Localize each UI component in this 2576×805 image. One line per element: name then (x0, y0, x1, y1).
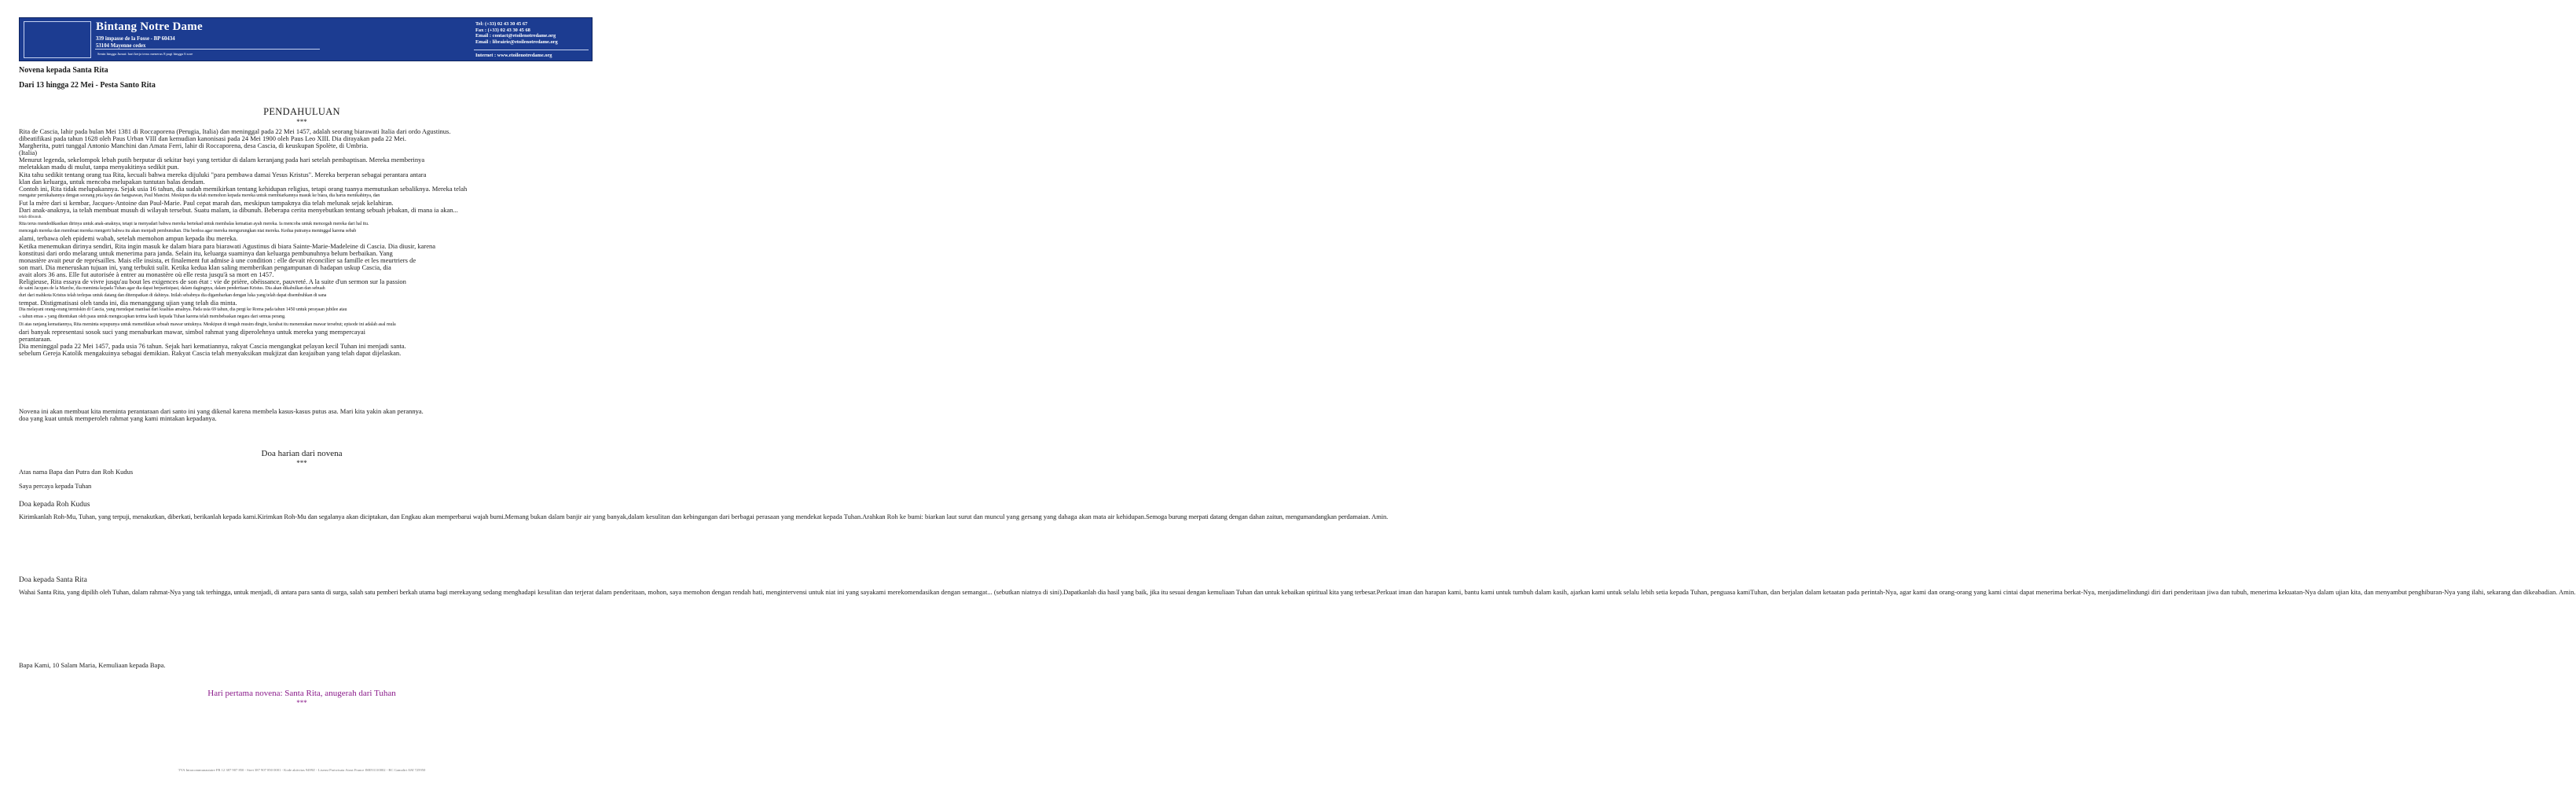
novena-note-line: Novena ini akan membuat kita meminta perantaraan dari santo ini yang dikenal karena membela kasus-kasus putus asa. Mari kita yakin akan perannya. (19, 407, 424, 415)
rita-line: kami merekomendasikan dengan semangat... (sebutkan niatnya di sini). (872, 588, 1064, 596)
brand-block (96, 20, 355, 50)
intro-heading: PENDAHULUAN (263, 106, 340, 117)
intro-line: Ketika menemukan dirinya sendiri, Rita ingin masuk ke dalam biara para biarawati Agustinus di biara Sainte-Marie-Madeleine di Cascia. Dia diusir, karena (19, 241, 436, 250)
saint-rita-body (19, 584, 2576, 598)
intro-line: Rita terus mendedikasikan dirinya untuk anak-anaknya, tetapi ia menyadari bahwa mereka bertekad untuk membalas kematian ayah mereka. Ia mencoba untuk mencegah mereka dari hal itu. (19, 222, 369, 227)
spirit-line: Kirimkan Roh-Mu dan segalanya akan diciptakan, dan Engkau akan memperbarui wajah bumi. (257, 513, 505, 520)
sign-of-cross (19, 469, 585, 476)
intro-line: Di atas ranjang kematiannya, Rita meminta sepupunya untuk memetikkan sebuah mawar untuknya. Meskipun di tengah musim dingin, kerabat itu menemukan mawar tersebut; episode ini adalah asal mula (19, 322, 396, 327)
contact-block (475, 21, 589, 45)
sign-of-cross-text: Atas nama Bapa dan Putra dan Roh Kudus (19, 468, 134, 476)
intro-line: perantaraan. (19, 334, 52, 343)
holy-spirit-body (19, 509, 1389, 523)
creed-text: Saya percaya kepada Tuhan (19, 482, 92, 490)
email-library-link[interactable]: Email : librairie@etoilenotredame.org (475, 39, 558, 45)
intro-line: klan dan keluarga, untuk mencoba melupakan tuntutan balas dendam. (19, 177, 205, 186)
brand-name: Bintang Notre Dame (96, 20, 203, 33)
intro-line: Fut la mère dari si kembar, Jacques-Antoine dan Paul-Marie. Paul cepat marah dan, meskipun tampaknya dia telah melunak sejak kelahiran. (19, 198, 394, 207)
intro-line: avait alors 36 ans. Elle fut autorisée à entrer au monastère où elle resta jusqu'à sa mort en 1457. (19, 270, 274, 278)
daily-heading-block (0, 446, 604, 466)
intro-stars: *** (296, 118, 307, 126)
intro-line: Dari anak-anaknya, ia telah membuat musuh di wilayah tersebut. Suatu malam, ia dibunuh. Beberapa cerita menyebutkan tentang sebuah jebakan, di mana ia akan... (19, 206, 458, 215)
intro-line: Menurut legenda, sekelompok lebah putih berputar di sekitar bayi yang tertidur di dalam keranjang pada hari setelah pembaptisan. Mereka memberinya (19, 156, 425, 164)
intro-line: monastère avait peur de représailles. Mais elle insista, et finalement fut admise à une condition : elle devait réconcilier sa famille et les meurtriers de (19, 255, 416, 264)
header-divider (95, 49, 320, 50)
day-one-heading-block (0, 686, 604, 706)
intro-line: mengatur pernikahannya dengan seorang pria kaya dan bangsawan, Paul Mancini. Meskipun dia telah memohon kepada mereka untuk membiarkannya masuk ke biara, dia harus menikahinya, dan (19, 193, 380, 198)
intro-line: de saint Jacques de la Marche, dia meminta kepada Tuhan agar dia dapat berpartisipasi, dalam dagingnya, dalam penderitaan Kristus. Dia akan dikabulkan dan sebuah (19, 286, 325, 292)
rita-line: Perkuat iman dan harapan kami, bantu kami untuk tumbuh dalam kasih, ajarkan kami untuk selalu lebih setia kepada Tuhan, penguasa kami (1376, 588, 1751, 596)
saint-rita-title: Doa kepada Santa Rita (19, 576, 87, 584)
intro-line: tempat. Distigmatisasi oleh tanda ini, dia menanggung ujian yang telah dia minta. (19, 299, 237, 307)
intro-line: konstitusi dari ordo melarang untuk menerima para janda. Selain itu, keluarga suaminya dan keluarga pembunuhnya belum berbaikan. Yang (19, 248, 393, 257)
intro-line: sebelum Gereja Katolik mengakuinya sebagai demikian. Rakyat Cascia telah menyaksikan mukjizat dan keajaiban yang telah dapat dijelaskan. (19, 348, 402, 357)
daily-stars: *** (296, 459, 307, 467)
intro-line: telah dibunuh. (19, 215, 42, 220)
intro-line: meletakkan madu di mulut, tanpa menyakitinya sedikit pun. (19, 163, 179, 171)
rita-line: keabadian. Amin. (2528, 588, 2576, 596)
intro-line: Kita tahu sedikit tentang orang tua Rita, kecuali bahwa mereka dijuluki "para pembawa damai Yesus Kristus". Mereka berperan sebagai perantara antara (19, 170, 427, 178)
intro-line: dari banyak representasi sosok suci yang menaburkan mawar, simbol rahmat yang diperolehnya untuk mereka yang mempercayai (19, 327, 366, 336)
holy-spirit-prayer (19, 501, 1389, 523)
email-contact-link[interactable]: Email : contact@etoilenotredame.org (475, 33, 556, 39)
document-dates: Dari 13 hingga 22 Mei - Pesta Santo Rita (19, 81, 156, 90)
intro-text (19, 128, 586, 357)
novena-note (19, 408, 586, 422)
intro-line: Religieuse, Rita essaya de vivre jusqu'au bout les exigences de son état : vie de prière, obéissance, pauvreté. A la suite d'un sermon sur la passion (19, 277, 406, 285)
creed (19, 483, 585, 490)
spirit-line: dalam kesulitan dan kebingungan dari berbagai perasaan yang mendekat kepada Tuhan. (628, 513, 863, 520)
intro-line: Rita de Cascia, lahir pada bulan Mei 1381 di Roccaporena (Perugia, Italia) dan meninggal pada 22 Mei 1457, adalah seorang biarawati Italia dari ordo Agustinus. (19, 127, 451, 135)
office-hours: Senin hingga Jumat: hari kerja terus menerus 8 pagi hingga 6 sore (97, 52, 193, 56)
rita-line: Wahai Santa Rita, yang dipilih oleh Tuhan, dalam rahmat-Nya yang tak terhingga, untuk menjadi, di antara para santa di surga, salah satu pemberi berkah utama bagi mereka (19, 588, 469, 596)
address-line-1: 339 impasse de la Fosse - BP 60434 (96, 36, 175, 42)
tel-line: Tel: (+33) 02 43 30 45 67 (475, 21, 528, 27)
rita-line: yang sedang menghadapi kesulitan dan terjerat dalam penderitaan, mohon, saya memohon dengan rendah hati, mengintervensi untuk niat ini yang saya (468, 588, 873, 596)
rita-line: Tuhan, dan berjalan dalam ketaatan pada perintah-Nya, agar kami dan orang-orang yang kami cintai dapat menerima berkat-Nya, menjadi (1750, 588, 2119, 596)
holy-spirit-title: Doa kepada Roh Kudus (19, 501, 90, 509)
saint-rita-prayer (19, 576, 2576, 598)
intro-line: Dia meninggal pada 22 Mei 1457, pada usia 76 tahun. Sejak hari kematiannya, rakyat Cascia mengangkat pelayan kecil Tuhan ini menjadi santa. (19, 341, 406, 350)
intro-line: dibeatifikasi pada tahun 1628 oleh Paus Urban VIII dan kemudian kanonisasi pada 24 Mei 1900 oleh Paus Leo XIII. Dia dirayakan pada 22 Mei. (19, 134, 406, 143)
address-line-2: 53104 Mayenne cedex (96, 42, 146, 49)
rita-line: Dapatkanlah dia hasil yang baik, jika itu sesuai dengan kemuliaan Tuhan dan untuk kebaikan spiritual kita yang terbesar. (1063, 588, 1377, 596)
header-banner (19, 17, 593, 61)
intro-line: son mari. Dia meneruskan tujuan ini, yang terbukti sulit. Ketika kedua klan saling memberikan pengampunan di hadapan uskup Cascia, dia (19, 263, 391, 271)
intro-line: Contoh ini, Rita tidak melupakannya. Sejak usia 16 tahun, dia sudah memikirkan tentang kehidupan religius, tetapi orang tuanya memutuskan sebaliknya. Mereka telah (19, 184, 468, 193)
intro-line: Margherita, putri tunggal Antonio Manchini dan Amata Ferri, lahir di Roccaporena, desa Cascia, di keuskupan Spolète, di Umbria. (19, 142, 369, 150)
website-link[interactable]: Internet : www.etoilenotredame.org (475, 53, 552, 58)
closing-text: Bapa Kami, 10 Salam Maria, Kemuliaan kepada Bapa. (19, 661, 166, 669)
day-one-stars: *** (296, 699, 307, 707)
spirit-line: Arahkan Roh ke bumi: biarkan laut surut dan muncul yang gersang yang dahaga akan mata air kehidupan. (862, 513, 1147, 520)
intro-line: « tahun emas » yang ditentukan oleh paus untuk mengucapkan terima kasih kepada Tuhan karena telah membebaskan negara dari semua perang. (19, 314, 286, 320)
logo-frame (24, 21, 91, 58)
novena-note-line: doa yang kuat untuk memperoleh rahmat yang kami mintakan kepadanya. (19, 414, 217, 423)
rita-line: melindungi diri dari penderitaan jiwa dan tubuh, menerima kekuatan-Nya dalam ujian kita, dan menyambut penghiburan-Nya yang ilahi, sekarang dan di (2119, 588, 2529, 596)
intro-line: Dia melayani orang-orang termiskin di Cascia, yang mendapat manfaat dari kualitas amalnya. Pada usia 69 tahun, dia pergi ke Roma pada tahun 1450 untuk perayaan jubilee atau (19, 307, 347, 313)
intro-line: alami, terbawa oleh epidemi wabah, setelah memohon ampun kepada ibu mereka. (19, 234, 238, 243)
intro-heading-block (0, 105, 604, 125)
intro-line: mencegah mereka dan membuat mereka mengerti bahwa itu akan menjadi pembunuhan. Dia berdoa agar mereka mengurungkan niat mereka. Kedua putranya meninggal karena sebab (19, 229, 357, 234)
closing-prayers (19, 662, 585, 669)
spirit-line: Kirimkanlah Roh-Mu, Tuhan, yang terpuji, menakutkan, diberkati, berikanlah kepada kami. (19, 513, 258, 520)
footer-legal: TVA Intracommunautaire FR 12 387 907 850 - Siret 387 907 850 0001 - Kode aktivitas 9499Z - Lisensi Pariwisata Atout France IM053110002 - RC Gamaltri AM 725950 (178, 768, 426, 772)
spirit-line: Semoga burung merpati datang dengan dahan zaitun, mengumandangkan perdamaian. Amin. (1146, 513, 1389, 520)
fax-line: Fax : (+33) 02 43 30 45 68 (475, 27, 530, 33)
day-one-heading: Hari pertama novena: Santa Rita, anugerah dari Tuhan (207, 689, 396, 698)
intro-line: duri dari mahkota Kristus telah terlepas untuk datang dan ditempatkan di dahinya. Inilah sebabnya dia digambarkan dengan luka yang telah dapat disembuhkan di sana (19, 293, 327, 299)
spirit-line: Memang bukan dalam banjir air yang banyak, (505, 513, 629, 520)
intro-line: (Italia) (19, 149, 38, 157)
document-title: Novena kepada Santa Rita (19, 66, 108, 75)
daily-prayer-heading: Doa harian dari novena (261, 449, 343, 458)
